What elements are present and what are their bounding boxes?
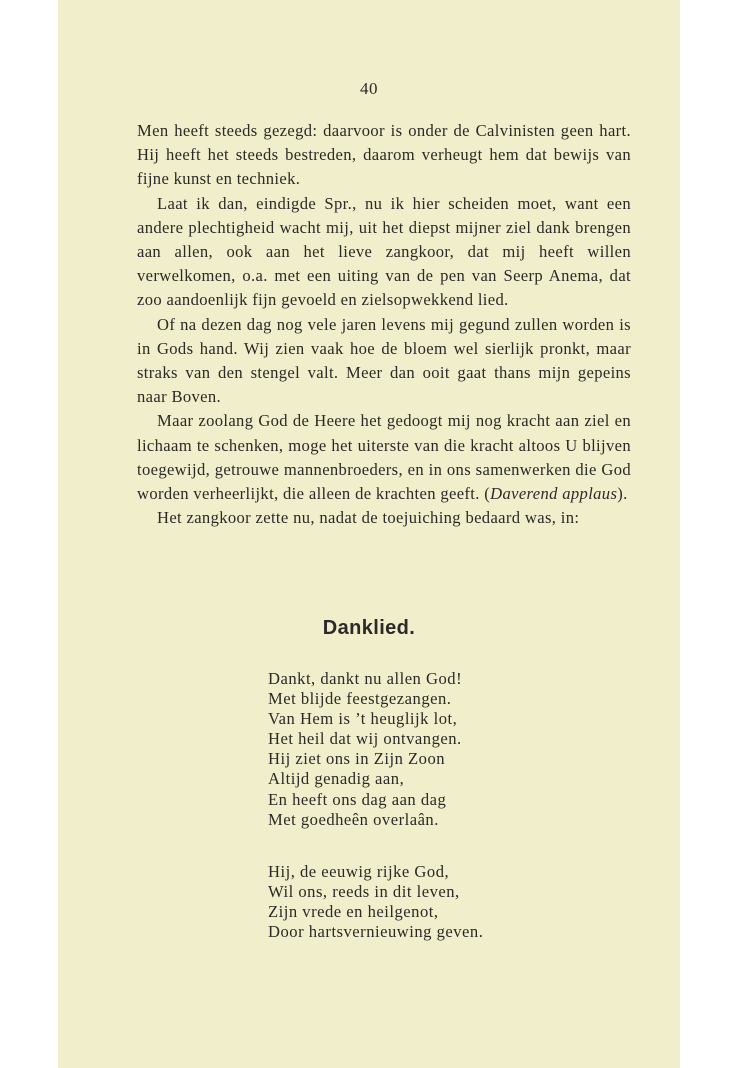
- poem-line: Wil ons, reeds in dit leven,: [268, 882, 460, 902]
- poem-line: Het heil dat wij ontvangen.: [268, 729, 462, 749]
- paragraph-4: [137, 409, 631, 506]
- body-text: [137, 119, 631, 530]
- poem-line: Dankt, dankt nu allen God!: [268, 669, 463, 688]
- poem-line: Door hartsvernieuwing geven.: [268, 922, 484, 942]
- paragraph-4-text: Maar zoolang God de Heere het gedoogt mij nog kracht aan ziel en lichaam te schenken, moge het uiterste van die kracht altoos U blijven toegewijd, getrouwe mannenbroeders, en in ons samenwerken die God worden verheerlijkt, die alleen de krachten geeft. (: [137, 411, 631, 504]
- paragraph-5: Het zangkoor zette nu, nadat de toejuiching bedaard was, in:: [157, 508, 580, 528]
- paragraph-2: Laat ik dan, eindigde Spr., nu ik hier scheiden moet, want een andere plechtigheid wacht mij, uit het diepst mijner ziel dank brengen aan allen, ook aan het lieve zangkoor, dat mij heeft willen verwelkomen, o.a. met een uiting van de pen van Seerp Anema, dat zoo aandoenlijk fijn gevoeld en zielsopwekkend lied.: [137, 193, 631, 310]
- page-number: 40: [360, 79, 378, 98]
- poem-stanza-1: [268, 669, 462, 830]
- poem-line: Van Hem is ’t heuglijk lot,: [268, 709, 458, 729]
- song-heading: Danklied.: [322, 617, 416, 639]
- poem-line: En heeft ons dag aan dag: [268, 789, 447, 809]
- poem-line: Altijd genadig aan,: [268, 769, 405, 789]
- paragraph-1: Men heeft steeds gezegd: daarvoor is onder de Calvinisten geen hart. Hij heeft het steeds bestreden, daarom verheugt hem dat bewijs van fijne kunst en techniek.: [137, 121, 631, 189]
- poem-line: Hij ziet ons in Zijn Zoon: [268, 749, 446, 769]
- poem-line: Hij, de eeuwig rijke God,: [268, 862, 450, 881]
- poem-stanza-2: [268, 862, 483, 942]
- poem-line: Zijn vrede en heilgenot,: [268, 902, 439, 922]
- poem-line: Met blijde feestgezangen.: [268, 689, 452, 709]
- book-page: [58, 0, 680, 1068]
- paragraph-4-italic: Daverend applaus: [490, 484, 618, 504]
- paragraph-3: Of na dezen dag nog vele jaren levens mij gegund zullen worden is in Gods hand. Wij zien vaak hoe de bloem wel sierlijk pronkt, maar straks van den stengel valt. Meer dan ooit gaat thans mijn gepeins naar Boven.: [137, 314, 631, 407]
- poem-line: Met goedheên overlaân.: [268, 809, 439, 829]
- paragraph-4-end: ).: [617, 484, 628, 504]
